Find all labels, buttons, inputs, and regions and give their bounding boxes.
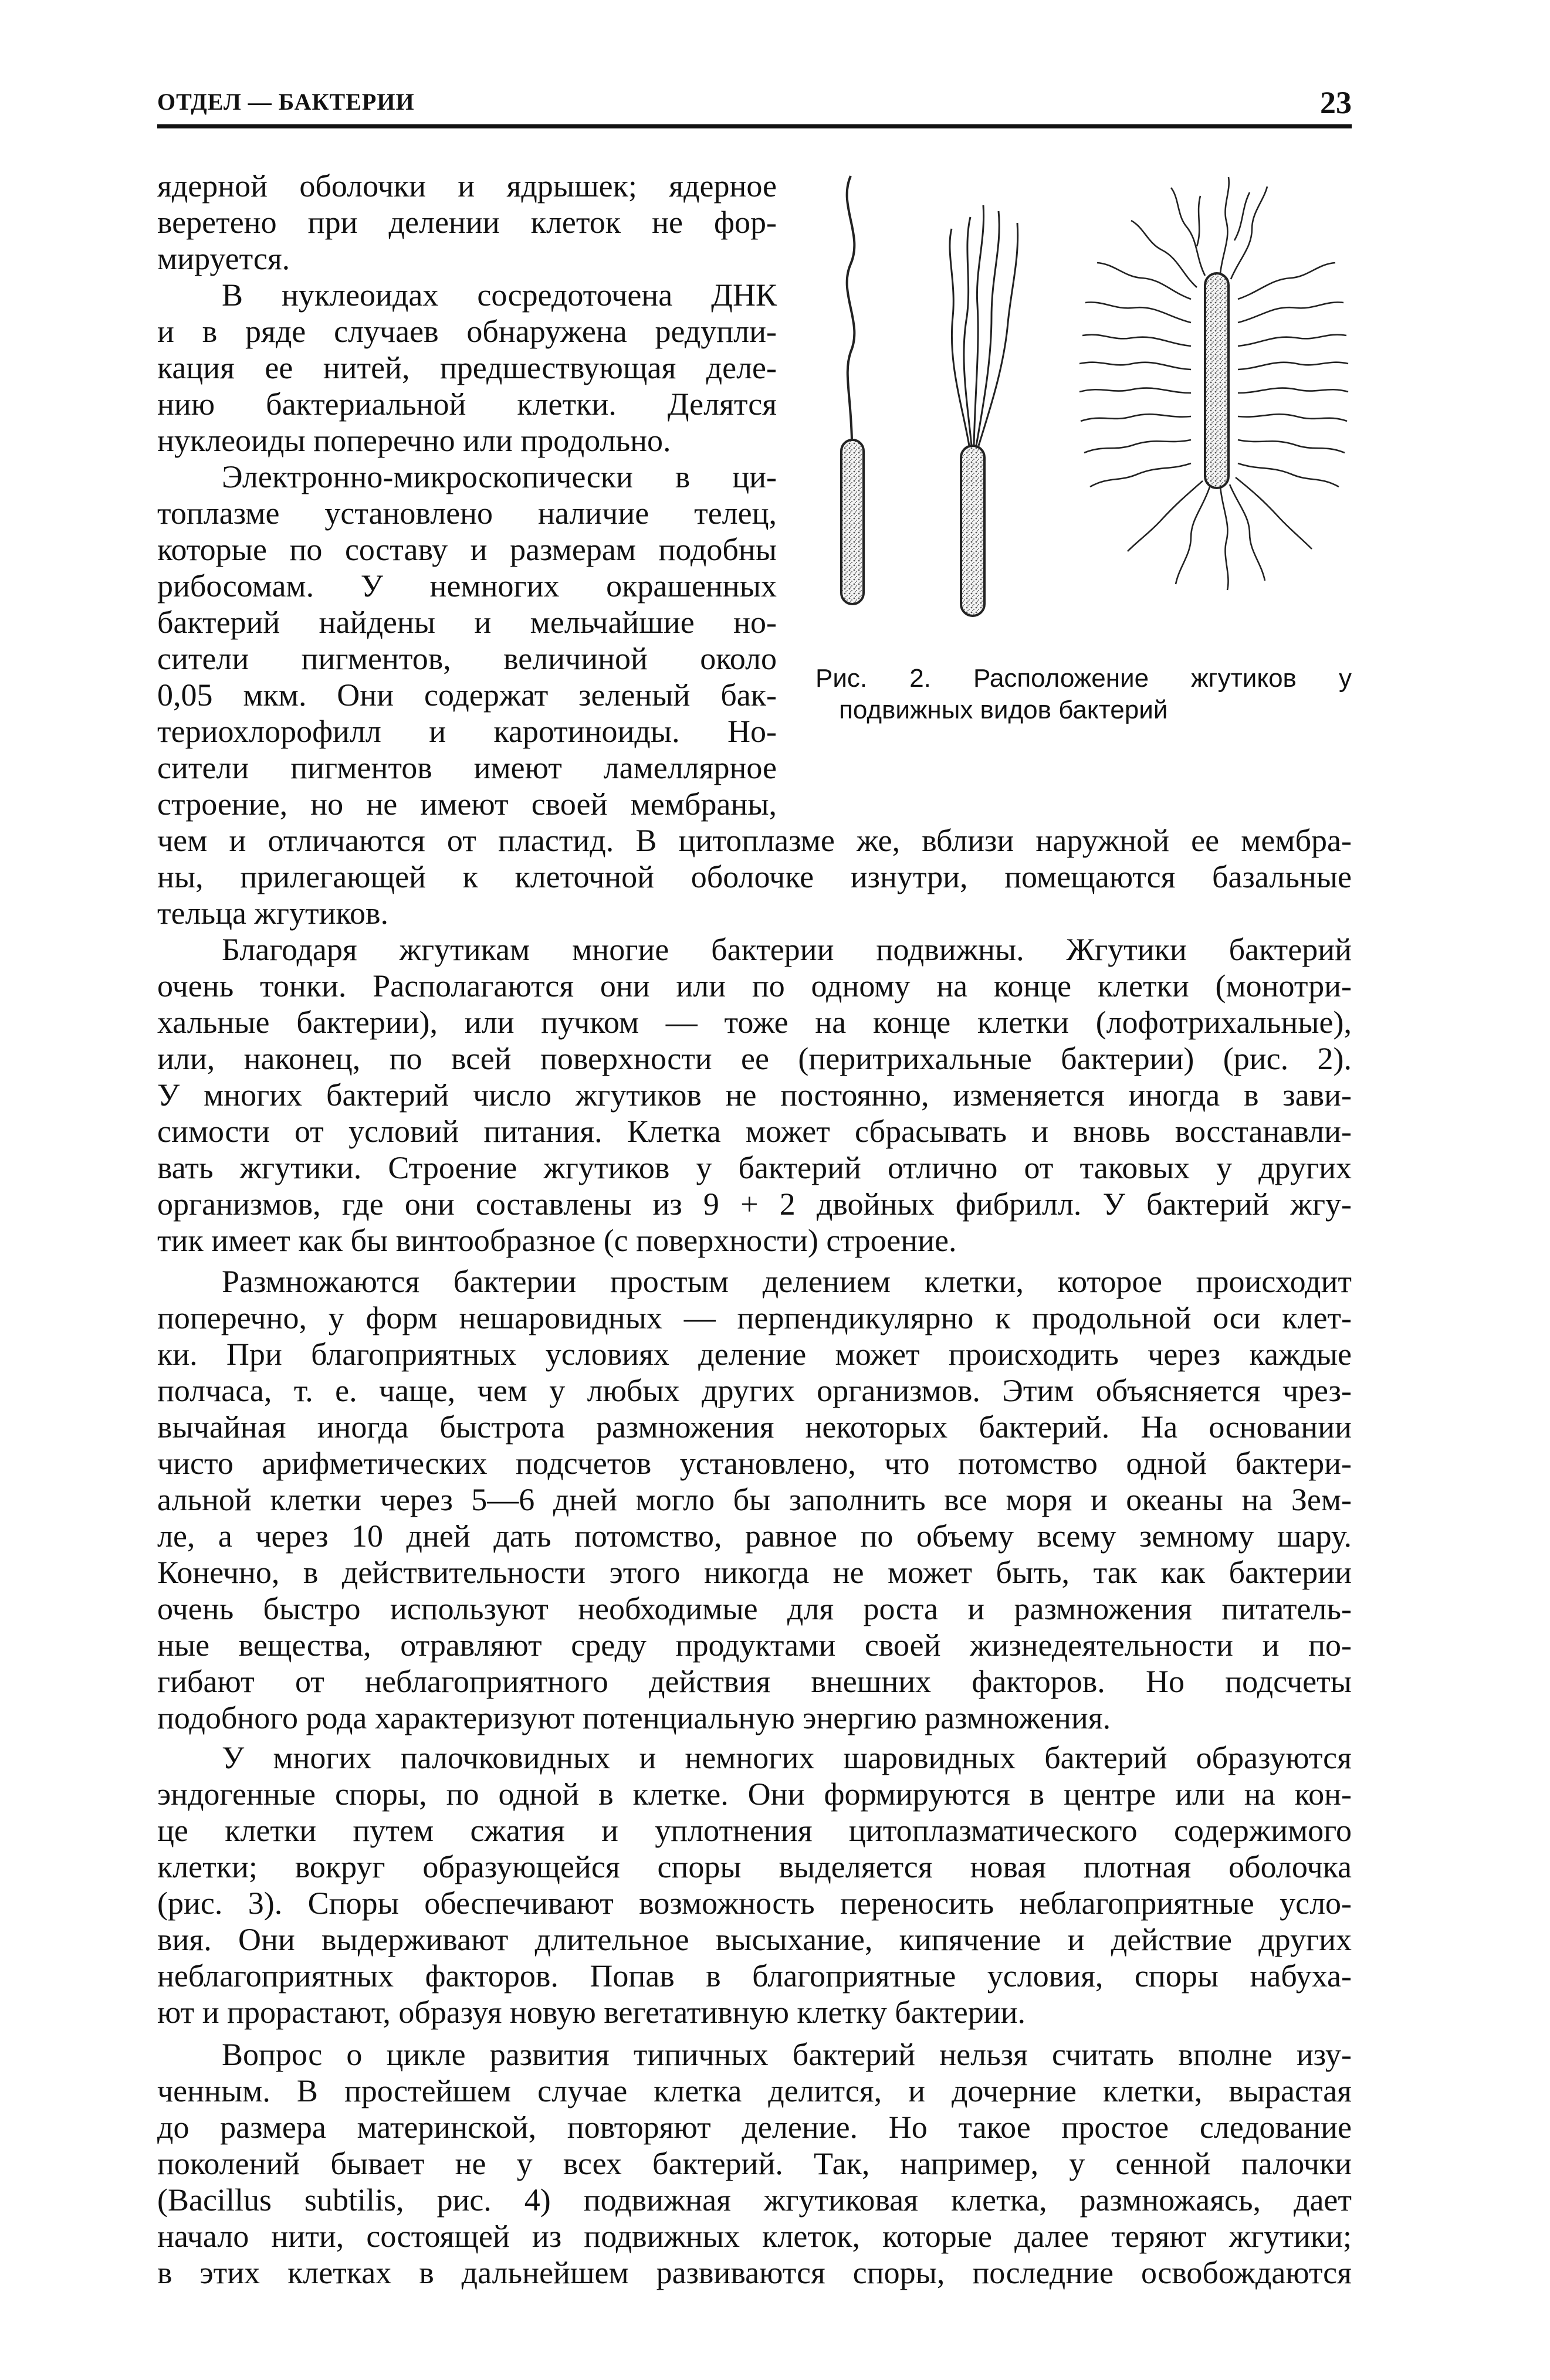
- text-line: поперечно, у форм нешаровидных — перпендикулярно к продольной оси клет-: [157, 1300, 1352, 1335]
- text-line: нуклеоиды поперечно или продольно.: [157, 423, 671, 458]
- text-line: клетки; вокруг образующейся споры выделяется новая плотная оболочка: [157, 1849, 1352, 1884]
- caption-line: Рис. 2. Расположение жгутиков у: [815, 664, 1352, 693]
- text-line: чисто арифметических подсчетов установлено, что потомство одной бактери-: [157, 1446, 1352, 1481]
- text-line: сители пигментов, величиной около: [157, 641, 777, 676]
- text-line: симости от условий питания. Клетка может сбрасывать и вновь восстанавли-: [157, 1114, 1352, 1149]
- paragraph-2: [157, 277, 777, 459]
- paragraph-3-continued: [157, 822, 1352, 931]
- text-line: альной клетки через 5—6 дней могло бы заполнить все моря и океаны на Зем-: [157, 1482, 1352, 1517]
- paragraph-1: [157, 168, 777, 277]
- text-line: (рис. 3). Споры обеспечивают возможность переносить неблагоприятные усло-: [157, 1886, 1352, 1921]
- text-line: териохлорофилл и каротиноиды. Но-: [157, 714, 777, 749]
- figure-2-caption: [815, 663, 1352, 726]
- text-line: ки. При благоприятных условиях деление может происходить через каждые: [157, 1337, 1352, 1372]
- text-line: подобного рода характеризуют потенциальную энергию размножения.: [157, 1700, 1111, 1735]
- text-line: ны, прилегающей к клеточной оболочке изнутри, помещаются базальные: [157, 859, 1352, 894]
- text-line: неблагоприятных факторов. Попав в благоприятные условия, споры набуха-: [157, 1958, 1352, 1993]
- text-line: це клетки путем сжатия и уплотнения цитоплазматического содержимого: [157, 1813, 1352, 1848]
- text-line: тельца жгутиков.: [157, 896, 388, 931]
- text-line: гибают от неблагоприятного действия внешних факторов. Но подсчеты: [157, 1664, 1352, 1699]
- text-line: рибосомам. У немногих окрашенных: [157, 568, 777, 604]
- figure-2-flagella: [815, 170, 1352, 645]
- text-line: сители пигментов имеют ламеллярное: [157, 750, 777, 785]
- text-line: топлазме установлено наличие телец,: [157, 496, 777, 531]
- text-line: вать жгутики. Строение жгутиков у бактерий отлично от таковых у других: [157, 1150, 1352, 1185]
- peritrichous-cell-body: [1205, 273, 1229, 488]
- text-line: мируется.: [157, 241, 290, 276]
- text-line: 0,05 мкм. Они содержат зеленый бак-: [157, 677, 777, 713]
- text-line: бактерий найдены и мельчайшие но-: [157, 605, 777, 640]
- text-line: организмов, где они составлены из 9 + 2 двойных фибрилл. У бактерий жгу-: [157, 1186, 1352, 1222]
- text-line: У многих бактерий число жгутиков не постоянно, изменяется иногда в зави-: [157, 1077, 1352, 1113]
- paragraph-4: [157, 931, 1352, 1259]
- text-line: ченным. В простейшем случае клетка делится, и дочерние клетки, вырастая: [157, 2073, 1352, 2108]
- header-rule: [157, 124, 1352, 128]
- text-line: Вопрос о цикле развития типичных бактерий нельзя считать вполне изу-: [222, 2037, 1352, 2072]
- paragraph-6: [157, 1740, 1352, 2030]
- text-line: вычайная иногда быстрота размножения некоторых бактерий. На основании: [157, 1409, 1352, 1445]
- text-line: тик имеет как бы винтообразное (с поверхности) строение.: [157, 1223, 957, 1258]
- text-line: (Bacillus subtilis, рис. 4) подвижная жгутиковая клетка, размножаясь, дает: [157, 2182, 1352, 2218]
- text-line: У многих палочковидных и немногих шаровидных бактерий образуются: [222, 1740, 1352, 1775]
- text-line: полчаса, т. е. чаще, чем у любых других организмов. Этим объясняется чрез-: [157, 1373, 1352, 1408]
- text-line: ле, а через 10 дней дать потомство, равное по объему всему земному шару.: [157, 1518, 1352, 1554]
- text-line: эндогенные споры, по одной в клетке. Они формируются в центре или на кон-: [157, 1776, 1352, 1812]
- text-line: чем и отличаются от пластид. В цитоплазме же, вблизи наружной ее мембра-: [157, 823, 1352, 858]
- text-line: до размера материнской, повторяют деление. Но такое простое следование: [157, 2110, 1352, 2145]
- text-line: или, наконец, по всей поверхности ее (перитрихальные бактерии) (рис. 2).: [157, 1041, 1352, 1076]
- text-line: поколений бывает не у всех бактерий. Так, например, у сенной палочки: [157, 2146, 1352, 2181]
- text-line: ют и прорастают, образуя новую вегетативную клетку бактерии.: [157, 1995, 1026, 2030]
- text-line: ядерной оболочки и ядрышек; ядерное: [157, 168, 777, 204]
- text-line: хальные бактерии), или пучком — тоже на конце клетки (лофотрихальные),: [157, 1005, 1352, 1040]
- text-line: Конечно, в действительности этого никогда не может быть, так как бактерии: [157, 1555, 1352, 1590]
- paragraph-7: [157, 2036, 1352, 2291]
- caption-line: подвижных видов бактерий: [839, 696, 1168, 724]
- text-line: которые по составу и размерам подобны: [157, 532, 777, 567]
- text-line: нию бактериальной клетки. Делятся: [157, 387, 777, 422]
- text-line: строение, но не имеют своей мембраны,: [157, 786, 777, 822]
- text-line: веретено при делении клеток не фор-: [157, 205, 777, 240]
- text-line: очень тонки. Располагаются они или по одному на конце клетки (монотри-: [157, 968, 1352, 1003]
- running-header: [157, 85, 1352, 124]
- monotrichous-bacterium-illustration: [841, 176, 864, 604]
- text-line: ные вещества, отравляют среду продуктами своей жизнедеятельности и по-: [157, 1628, 1352, 1663]
- paragraph-3: [157, 459, 777, 822]
- text-line: Благодаря жгутикам многие бактерии подвижны. Жгутики бактерий: [222, 932, 1352, 967]
- section-title: ОТДЕЛ — БАКТЕРИИ: [157, 89, 415, 115]
- text-line: и в ряде случаев обнаружена редупли-: [157, 314, 777, 349]
- text-line: В нуклеоидах сосредоточена ДНК: [222, 277, 777, 313]
- text-line: вия. Они выдерживают длительное высыхание, кипячение и действие других: [157, 1922, 1352, 1957]
- text-line: Электронно-микроскопически в ци-: [222, 459, 777, 494]
- text-line: начало нити, состоящей из подвижных клеток, которые далее теряют жгутики;: [157, 2219, 1352, 2254]
- lophotrichous-bacterium-illustration: [950, 205, 1018, 616]
- page-number: 23: [1320, 85, 1352, 120]
- text-line: Размножаются бактерии простым делением клетки, которое происходит: [222, 1264, 1352, 1299]
- paragraph-5: [157, 1263, 1352, 1736]
- text-line: в этих клетках в дальнейшем развиваются споры, последние освобождаются: [157, 2255, 1352, 2290]
- text-line: очень быстро используют необходимые для роста и размножения питатель-: [157, 1591, 1352, 1626]
- text-line: кация ее нитей, предшествующая деле-: [157, 350, 777, 385]
